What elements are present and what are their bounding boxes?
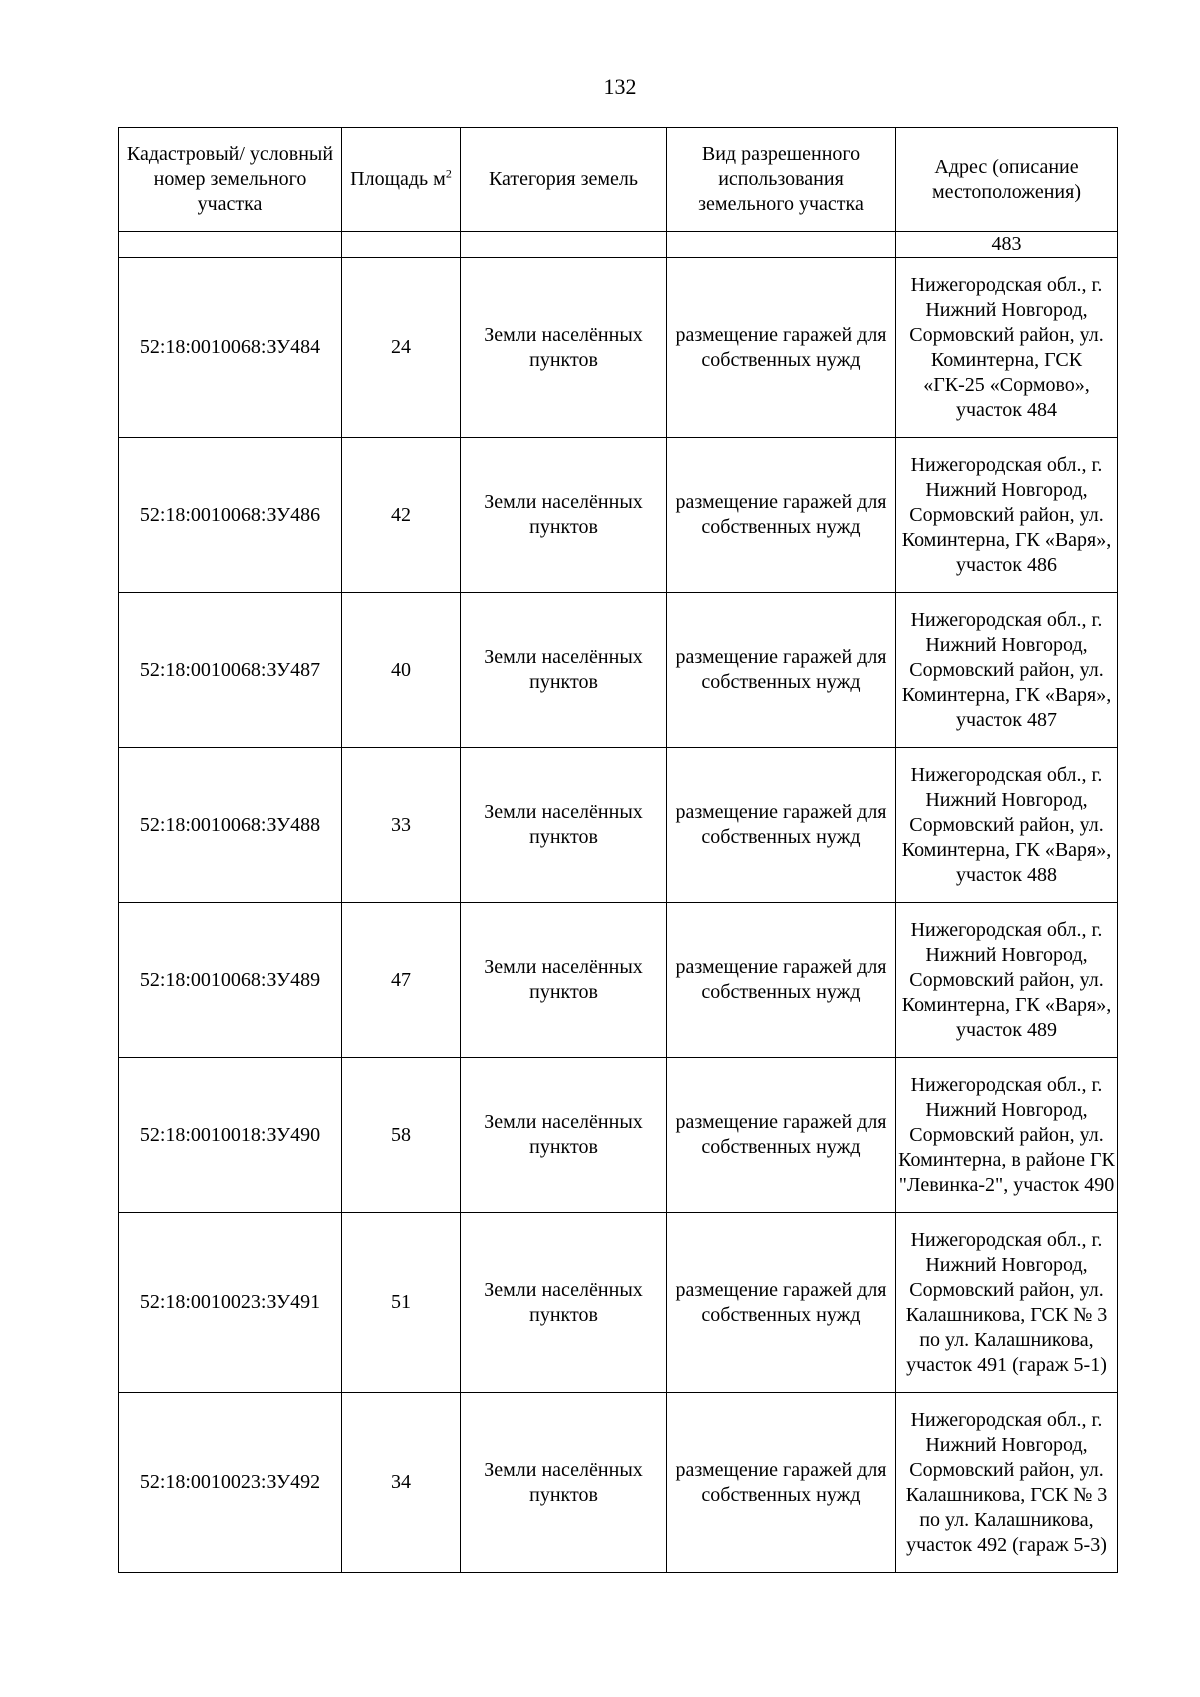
- cell-area: 33: [342, 748, 461, 903]
- header-cadastral-number: Кадастровый/ условный номер земельного участка: [119, 128, 342, 232]
- table-row-carry-over: [119, 232, 1118, 258]
- cell-area: 58: [342, 1058, 461, 1213]
- cell-address: Нижегородская обл., г. Нижний Новгород, Сормовский район, ул. Коминтерна, ГК «Варя», участок 487: [896, 593, 1118, 748]
- table-row: [119, 1393, 1118, 1573]
- cell-category: Земли населённых пунктов: [461, 1393, 667, 1573]
- cell-use: размещение гаражей для собственных нужд: [667, 1058, 896, 1213]
- table-row: [119, 1058, 1118, 1213]
- cell-area: 34: [342, 1393, 461, 1573]
- cell-use: [667, 232, 896, 258]
- cell-cadastral: 52:18:0010018:ЗУ490: [119, 1058, 342, 1213]
- table-row: [119, 1213, 1118, 1393]
- cell-address: Нижегородская обл., г. Нижний Новгород, Сормовский район, ул. Калашникова, ГСК № 3 по ул. Калашникова, участок 491 (гараж 5-1): [896, 1213, 1118, 1393]
- table-header-row: [119, 128, 1118, 232]
- cell-use: размещение гаражей для собственных нужд: [667, 1393, 896, 1573]
- page-number: 132: [603, 74, 637, 99]
- cell-address: Нижегородская обл., г. Нижний Новгород, Сормовский район, ул. Коминтерна, ГК «Варя», участок 488: [896, 748, 1118, 903]
- cell-area: 47: [342, 903, 461, 1058]
- cell-cadastral: 52:18:0010023:ЗУ491: [119, 1213, 342, 1393]
- cell-cadastral: 52:18:0010068:ЗУ487: [119, 593, 342, 748]
- cell-cadastral: [119, 232, 342, 258]
- cell-use: размещение гаражей для собственных нужд: [667, 1213, 896, 1393]
- cell-category: Земли населённых пунктов: [461, 903, 667, 1058]
- cell-category: Земли населённых пунктов: [461, 258, 667, 438]
- header-area: [342, 128, 461, 232]
- cell-category: [461, 232, 667, 258]
- cell-area: 40: [342, 593, 461, 748]
- cell-area: 24: [342, 258, 461, 438]
- table-row: [119, 748, 1118, 903]
- cell-cadastral: 52:18:0010068:ЗУ486: [119, 438, 342, 593]
- cell-category: Земли населённых пунктов: [461, 748, 667, 903]
- cell-category: Земли населённых пунктов: [461, 438, 667, 593]
- cell-cadastral: 52:18:0010023:ЗУ492: [119, 1393, 342, 1573]
- table-row: [119, 903, 1118, 1058]
- cell-category: Земли населённых пунктов: [461, 1058, 667, 1213]
- land-plots-table: [118, 127, 1118, 1573]
- cell-use: размещение гаражей для собственных нужд: [667, 903, 896, 1058]
- cell-area: [342, 232, 461, 258]
- cell-address: 483: [896, 232, 1118, 258]
- cell-address: Нижегородская обл., г. Нижний Новгород, Сормовский район, ул. Коминтерна, в районе ГК "Левинка-2", участок 490: [896, 1058, 1118, 1213]
- cell-category: Земли населённых пунктов: [461, 1213, 667, 1393]
- cell-cadastral: 52:18:0010068:ЗУ484: [119, 258, 342, 438]
- header-area-label: Площадь м: [350, 168, 446, 190]
- table-row: [119, 593, 1118, 748]
- cell-category: Земли населённых пунктов: [461, 593, 667, 748]
- cell-cadastral: 52:18:0010068:ЗУ489: [119, 903, 342, 1058]
- header-land-category: Категория земель: [461, 128, 667, 232]
- table-row: [119, 438, 1118, 593]
- table-row: [119, 258, 1118, 438]
- cell-address: Нижегородская обл., г. Нижний Новгород, Сормовский район, ул. Коминтерна, ГК «Варя», участок 489: [896, 903, 1118, 1058]
- cell-address: Нижегородская обл., г. Нижний Новгород, Сормовский район, ул. Коминтерна, ГСК «ГК-25 «Сормово», участок 484: [896, 258, 1118, 438]
- cell-area: 51: [342, 1213, 461, 1393]
- header-permitted-use: Вид разрешенного использования земельного участка: [667, 128, 896, 232]
- cell-address: Нижегородская обл., г. Нижний Новгород, Сормовский район, ул. Калашникова, ГСК № 3 по ул. Калашникова, участок 492 (гараж 5-3): [896, 1393, 1118, 1573]
- header-area-unit-superscript: 2: [445, 166, 452, 181]
- cell-use: размещение гаражей для собственных нужд: [667, 593, 896, 748]
- cell-area: 42: [342, 438, 461, 593]
- cell-cadastral: 52:18:0010068:ЗУ488: [119, 748, 342, 903]
- cell-use: размещение гаражей для собственных нужд: [667, 258, 896, 438]
- cell-use: размещение гаражей для собственных нужд: [667, 438, 896, 593]
- cell-address: Нижегородская обл., г. Нижний Новгород, Сормовский район, ул. Коминтерна, ГК «Варя», участок 486: [896, 438, 1118, 593]
- cell-use: размещение гаражей для собственных нужд: [667, 748, 896, 903]
- header-address: Адрес (описание местоположения): [896, 128, 1118, 232]
